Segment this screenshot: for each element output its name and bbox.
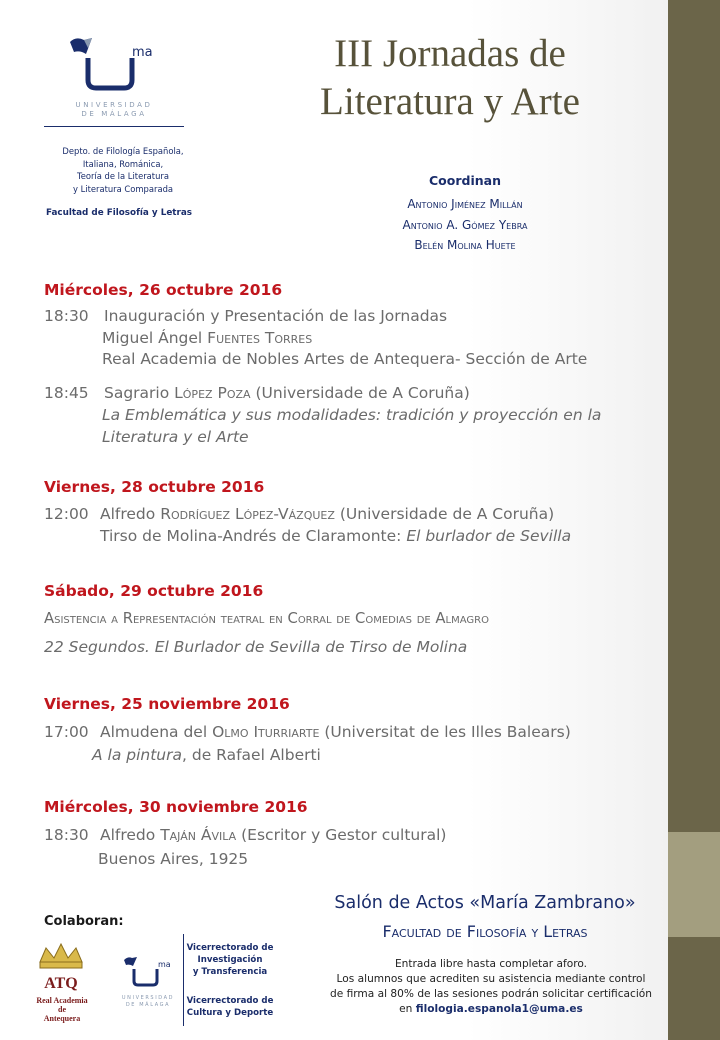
session-time: 18:30 xyxy=(44,307,89,325)
session-time: 18:45 xyxy=(44,384,89,402)
admission-note: Entrada libre hasta completar aforo. xyxy=(394,958,588,970)
coordinator-name: Antonio A. Gómez Yebra xyxy=(402,218,528,232)
vicerrectorado-culture: Vicerrectorado de Cultura y Deporte xyxy=(186,996,274,1018)
speaker-name: Sagrario López Poza (Universidade de A Coruña) xyxy=(104,384,470,402)
department-text: Depto. de Filología Española, Italiana, Románica, Teoría de la Literatura y Literatura Comparada xyxy=(62,146,184,194)
event-description: Asistencia a Representación teatral en Corral de Comedias de Almagro xyxy=(44,610,489,627)
coordinator-name: Antonio Jiménez Millán xyxy=(407,197,523,211)
svg-text:ATQ: ATQ xyxy=(44,975,78,992)
talk-title: Literatura y el Arte xyxy=(102,428,249,446)
coordinators-heading: Coordinan xyxy=(429,173,501,188)
session-day: Miércoles, 26 octubre 2016 xyxy=(44,281,283,299)
faculty-small-text: Facultad de Filosofía y Letras xyxy=(45,208,193,218)
university-name: UNIVERSIDAD DE MÁLAGA xyxy=(75,101,153,118)
speaker-name: Miguel Ángel Fuentes Torres xyxy=(102,329,313,347)
university-name-small: UNIVERSIDAD DE MÁLAGA xyxy=(121,995,175,1008)
academy-name: Real Academia de Antequera xyxy=(36,996,88,1023)
side-bar-top xyxy=(668,0,720,832)
talk-title: Buenos Aires, 1925 xyxy=(98,850,249,868)
uma-small-logo-icon xyxy=(120,952,175,992)
talk-title: La Emblemática y sus modalidades: tradición y proyección en la xyxy=(102,406,602,424)
session-day: Miércoles, 30 noviembre 2016 xyxy=(44,798,308,816)
speaker-name: Alfredo Rodríguez López-Vázquez (Universidade de A Coruña) xyxy=(100,505,555,523)
talk-title: A la pintura, de Rafael Alberti xyxy=(92,746,321,764)
side-bar-bottom xyxy=(668,937,720,1040)
speaker-name: Alfredo Taján Ávila (Escritor y Gestor cultural) xyxy=(100,826,447,844)
session-line: Inauguración y Presentación de las Jornadas xyxy=(104,307,448,325)
uma-logo-icon xyxy=(62,28,164,98)
session-line: Real Academia de Nobles Artes de Antequera- Sección de Arte xyxy=(102,350,588,368)
page-title: III Jornadas de Literatura y Arte xyxy=(320,32,580,123)
play-title: 22 Segundos. El Burlador de Sevilla de Tirso de Molina xyxy=(44,638,468,656)
certificate-note: de firma al 80% de las sesiones podrán solicitar certificación xyxy=(329,988,652,1000)
contact-line: en filologia.espanola1@uma.es xyxy=(399,1003,583,1015)
talk-title: Tirso de Molina-Andrés de Claramonte: El burlador de Sevilla xyxy=(100,527,572,545)
svg-text:ma: ma xyxy=(132,45,153,60)
vicerrectorado-research: Vicerrectorado de Investigación y Transferencia xyxy=(186,943,274,977)
email-link[interactable]: filologia.espanola1@uma.es xyxy=(415,1003,583,1015)
speaker-name: Almudena del Olmo Iturriarte (Universitat de les Illes Balears) xyxy=(100,723,571,741)
session-time: 18:30 xyxy=(44,826,89,844)
venue-faculty: Facultad de Filosofía y Letras xyxy=(382,922,588,941)
session-day: Sábado, 29 octubre 2016 xyxy=(44,582,264,600)
session-time: 17:00 xyxy=(44,723,89,741)
svg-text:ma: ma xyxy=(158,960,171,969)
side-bar-middle xyxy=(668,832,720,937)
collaborators-heading: Colaboran: xyxy=(44,914,124,929)
logo-divider xyxy=(44,126,184,127)
footer-divider xyxy=(183,934,184,1026)
certificate-note: Los alumnos que acrediten su asistencia mediante control xyxy=(336,973,646,985)
session-time: 12:00 xyxy=(44,505,89,523)
coordinator-name: Belén Molina Huete xyxy=(414,238,516,252)
venue-name: Salón de Actos «María Zambrano» xyxy=(334,893,636,913)
session-day: Viernes, 28 octubre 2016 xyxy=(44,478,265,496)
session-day: Viernes, 25 noviembre 2016 xyxy=(44,695,290,713)
